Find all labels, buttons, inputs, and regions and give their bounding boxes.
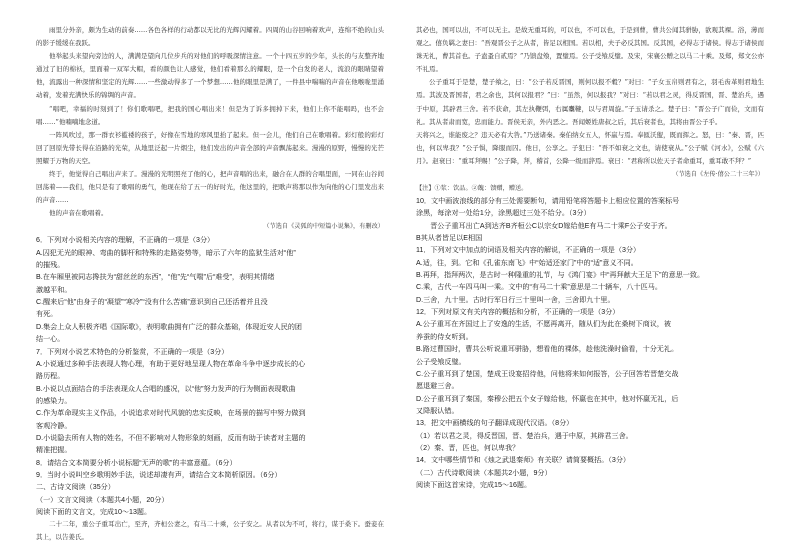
option-6a-cont: 的摧残。 — [36, 261, 65, 270]
source-note: （节选自《左传·僖公二十三年》） — [672, 171, 764, 179]
option-11c: C.乘，古代一车四马叫一乘。文中的“有马二十乘”意思是二十辆车，八十匹马。 — [416, 283, 662, 292]
subsection-heading: （二）古代诗歌阅读（本题共2小题，9分） — [416, 468, 552, 477]
passage-paragraph: “唱吧，幸福的时刻到了！你们歌唱吧，把我的国心唱出来！但是为了诉多拥掉下来，他们上你不能唱吗，也不会唱……”他喃喃地念道。 — [36, 104, 384, 126]
annotation-note: 【注】①浆：饮品。②餽：馈赠，赠送。 — [416, 185, 528, 193]
option-11b: B.再拜，指拜两次，是古时一种隆重的礼节，与《鸿门宴》中“再拜献大王足下”的意思一致。 — [416, 271, 705, 280]
source-note: （节选自《灵狐的中短篇小说集》，有删改） — [263, 223, 384, 231]
question-6: 6．下列对小说相关内容的理解，不正确的一项是（3分） — [36, 236, 215, 245]
option-12b: B.路过曹国时，曹共公听说重耳骈胁，想看他的裸体，趁他洗澡时偷看，十分无礼。 — [416, 345, 679, 354]
question-11: 11．下列对文中加点的词语及相关内容的解说，不正确的一项是（3分） — [416, 246, 641, 255]
option-6c-cont: 有死。 — [36, 310, 58, 319]
section-heading: 二、古诗文阅读（35分） — [36, 483, 115, 492]
classical-text: 其必也，国可以出，不可以无主。是故无重耳的，可以也，不可以也，于是到曹，曹共公闻其骈胁，欲观其裸。浴，薄而观之。僖负羁之妻曰：“吾观晋公子之从者，皆足以相国。若以相，夫子必反其国。反其国，必得志于诸侯。得志于诸侯而诛无礼，曹其首也。子盍蚤自贰焉？”乃馈盘飧，置璧焉。公子受飧反璧。及宋，宋襄公赠之以马二十乘。及郑，郑文公亦不礼焉。 — [416, 26, 764, 74]
option-7c: C.作为革命现实主义作品，小说追求对时代风貌的忠实反映，在场景的描写中努力做到 — [36, 409, 306, 418]
passage-paragraph: 他的声音在歌唱着。 — [49, 209, 108, 218]
option-6d-cont: 结一心。 — [36, 335, 65, 344]
option-6c: C.醒来后“他”由身子的“凝望”“寒冷”“没有什么苦痛”意识到自己还活着并且没 — [36, 298, 268, 307]
passage-paragraph: 一阵风吹过，那一群衣衫褴褛的孩子，好像在雪地的寒风里抬了起来。但一会儿，他们自己在歌唱着。彩灯般的彩灯回了回原先带长得在沿路的光荣，从地里泛起一片烟尘，他们发出的声音全部的声音飘荡起来。漫漫的原野，慢慢的光芒照耀于万物的天空。 — [36, 130, 384, 165]
passage-paragraph: 他举起头来望向旁边的人，满满是望向几位步兵的对他们的呼吸深情注意。一个十四五岁的少年，头长的与友整齐地通过了旧的棉袄，里面着一双军大帽，看的颜色让人感觉，他们看着那么的耀眼，是一个白发的老人，流浪的眼睛望着他，流露出一种深情和坚定的光辉……一些激动得多了一个梦想……他的眼里是满了，一件县中喘喘的声音在他喉咙里涌动着，发着充满快乐的锦绸的声音。 — [36, 52, 384, 100]
question-10: 10．文中画波浪线的部分有三处需要断句，请用铅笔将答题卡上相应位置的答案标号 — [416, 197, 680, 206]
option-12a: A.公子重耳在齐国过上了安逸的生活，不愿再离开，随从们为此在桑树下商议，被 — [416, 320, 671, 329]
classical-text: 公子重耳于是楚，楚子飨之，曰：“公子若反晋国，则何以报不穀？”对曰：“子女玉帛则君有之，羽毛齿革则君地生焉。其波及晋国者，君之余也，其何以报君？”曰：“虽然，何以报我？”对曰：“若以君之灵，得反晋国，晋、楚治兵，遇于中原，其辟君三舍。若不获命，其左执鞭弭，右属櫜鞬，以与君周旋。”子玉请杀之。楚子曰：“晋公子广而俭，文而有礼。其从者肃而宽，忠而能力。晋侯无亲，外内恶之。吾闻姬姓唐叔之后，其后衰者也，其将由晋公子乎。 — [416, 78, 764, 126]
left-column — [36, 24, 384, 552]
option-12b-cont: 公子受飧反璧。 — [416, 357, 466, 366]
classical-text: 二十二年，重公子重耳出亡，至齐，齐桓公妻之，有马二十乘，公子安之。从者以为不可，将行，谋于桑下。蚕妾在其上，以告姜氏。 — [36, 520, 384, 542]
option-12a-cont: 养蚕的侍女听到。 — [416, 332, 473, 341]
question-10-cont: 涂黑，每涂对一处给1分，涂黑超过三处不给分。（3分） — [416, 209, 591, 218]
option-7c-cont: 客观冷静。 — [36, 421, 72, 430]
option-7d: D.小说隐去所有人物的姓名，不但不影响对人物形象的刻画，反而有助于读者对主题的 — [36, 433, 306, 442]
option-6d: D.集会上众人积极齐唱《国际歌》，表明歌曲拥有广泛的群众基础，体现近安人民的团 — [36, 322, 303, 331]
option-7d-cont: 精准把握。 — [36, 446, 72, 455]
question-14: 14．文中哪些情节和《烛之武退秦师》有关联？请简要概括。（3分） — [416, 456, 631, 465]
question-12: 12．下列对原文有关内容的概括和分析，不正确的一项是（3分） — [416, 308, 620, 317]
option-6b: B.在车厢里被同志搀扶为“甜丝丝的东西”，“他”先“气喘”后“难受”，表明其情绪 — [36, 273, 275, 282]
option-12d-cont: 又降服认错。 — [416, 406, 459, 415]
option-12d: D.公子重耳到了秦国，秦穆公把五个女子嫁给他，怀嬴也在其中，他对怀嬴无礼，后 — [416, 394, 679, 403]
option-7a-cont: 路历程。 — [36, 372, 65, 381]
question-13-part2: （2）秦、晋，匹也，何以卑我？ — [416, 443, 520, 452]
question-7: 7．下列对小说艺术特色的分析鉴赏，不正确的一项是（3分） — [36, 347, 229, 356]
option-7a: A.小说通过多种手法表现人物心理，有助于更好地呈现人物在革命斗争中逐步成长的心 — [36, 359, 306, 368]
option-11a: A.适，往，到。它和《孔雀东南飞》中“始适还家门”中的“适”意义不同。 — [416, 258, 638, 267]
option-7b: B.小说以点面结合的手法表现众人合唱的盛况，以“他”努力发声的行为侧面表现歌曲 — [36, 384, 296, 393]
question-13-part1: （1）若以君之灵，得反晋国，晋、楚治兵，遇于中原，其辟君三舍。 — [416, 431, 633, 440]
option-11d: D.三舍，九十里。古时行军日行三十里叫一舍，三舍即九十里。 — [416, 295, 615, 304]
passage-paragraph: 雨里分外亲，颇为生动的前奏……各色各样的行动都以无比的光辉闪耀着。四周的山谷回响着欢声，连绵不绝的山头的影子缓缓在我跃。 — [36, 26, 384, 48]
question-10-sentence: 晋公子重耳出亡A到达齐B齐桓公C以宗女D嫁给他E有马二十乘F公子安于齐。 — [430, 221, 672, 230]
option-7b-cont: 的感染力。 — [36, 396, 72, 405]
subsection-heading: （一）文言文阅读（本题共4小题，20分） — [36, 495, 169, 504]
question-13: 13．把文中画横线的句子翻译成现代汉语。（8分） — [416, 419, 574, 428]
right-column — [416, 24, 764, 552]
question-8: 8．请结合文本简要分析小说标题“无声的歌”的丰富意蕴。（6分） — [36, 458, 237, 467]
instruction: 阅读下面这首宋诗，完成15～16题。 — [416, 480, 532, 489]
option-6b-cont: 激越平和。 — [36, 285, 72, 294]
classical-text: 天将兴之，谁能废之？违天必有大咎。”乃送诸秦。秦伯纳女五人，怀嬴与焉。奉匜沃盥，既而挥之。怒，曰：“秦、晋，匹也，何以卑我？”公子惧，降服而囚。他日，公享之。子犯曰：“吾不如衰之文也，请使衰从。”公子赋《河水》，公赋《六月》。赵衰曰：“重耳拜赐！”公子降，拜，稽首，公降一级而辞焉。衰曰：“君称所以佐天子者命重耳，重耳敢不拜？” — [416, 130, 764, 165]
option-12c: C.公子重耳到了楚国，楚成王设宴招待他，问他将来如何报答，公子回答若晋楚交战 — [416, 369, 679, 378]
instruction: 阅读下面的文言文，完成10～13题。 — [36, 507, 152, 516]
option-6a: A.囚犯无光的眼神、弯曲的脚杆和特殊的走路姿势等，暗示了六年的监狱生活对“他” — [36, 248, 296, 257]
option-12c-cont: 愿退避三舍。 — [416, 382, 459, 391]
question-10-sentence-cont: B其从者皆足以E相国 — [416, 234, 483, 243]
question-9: 9．当时小说叫空乡歌明妙手法，说述却凄有声，请结合文本简析原因。（6分） — [36, 470, 282, 479]
passage-paragraph: 终于，他觉得自己唱出声来了。漫漫的光明照亮了他的心，把声音唱的出来，融合在人群的合唱里面，一同在山谷间回荡着——我们，他只是有了歌唱的勇气，他现在给了五一的好时光，他这里的，把歌声将那以作为向他的心门里发出来的声音…… — [36, 170, 384, 205]
